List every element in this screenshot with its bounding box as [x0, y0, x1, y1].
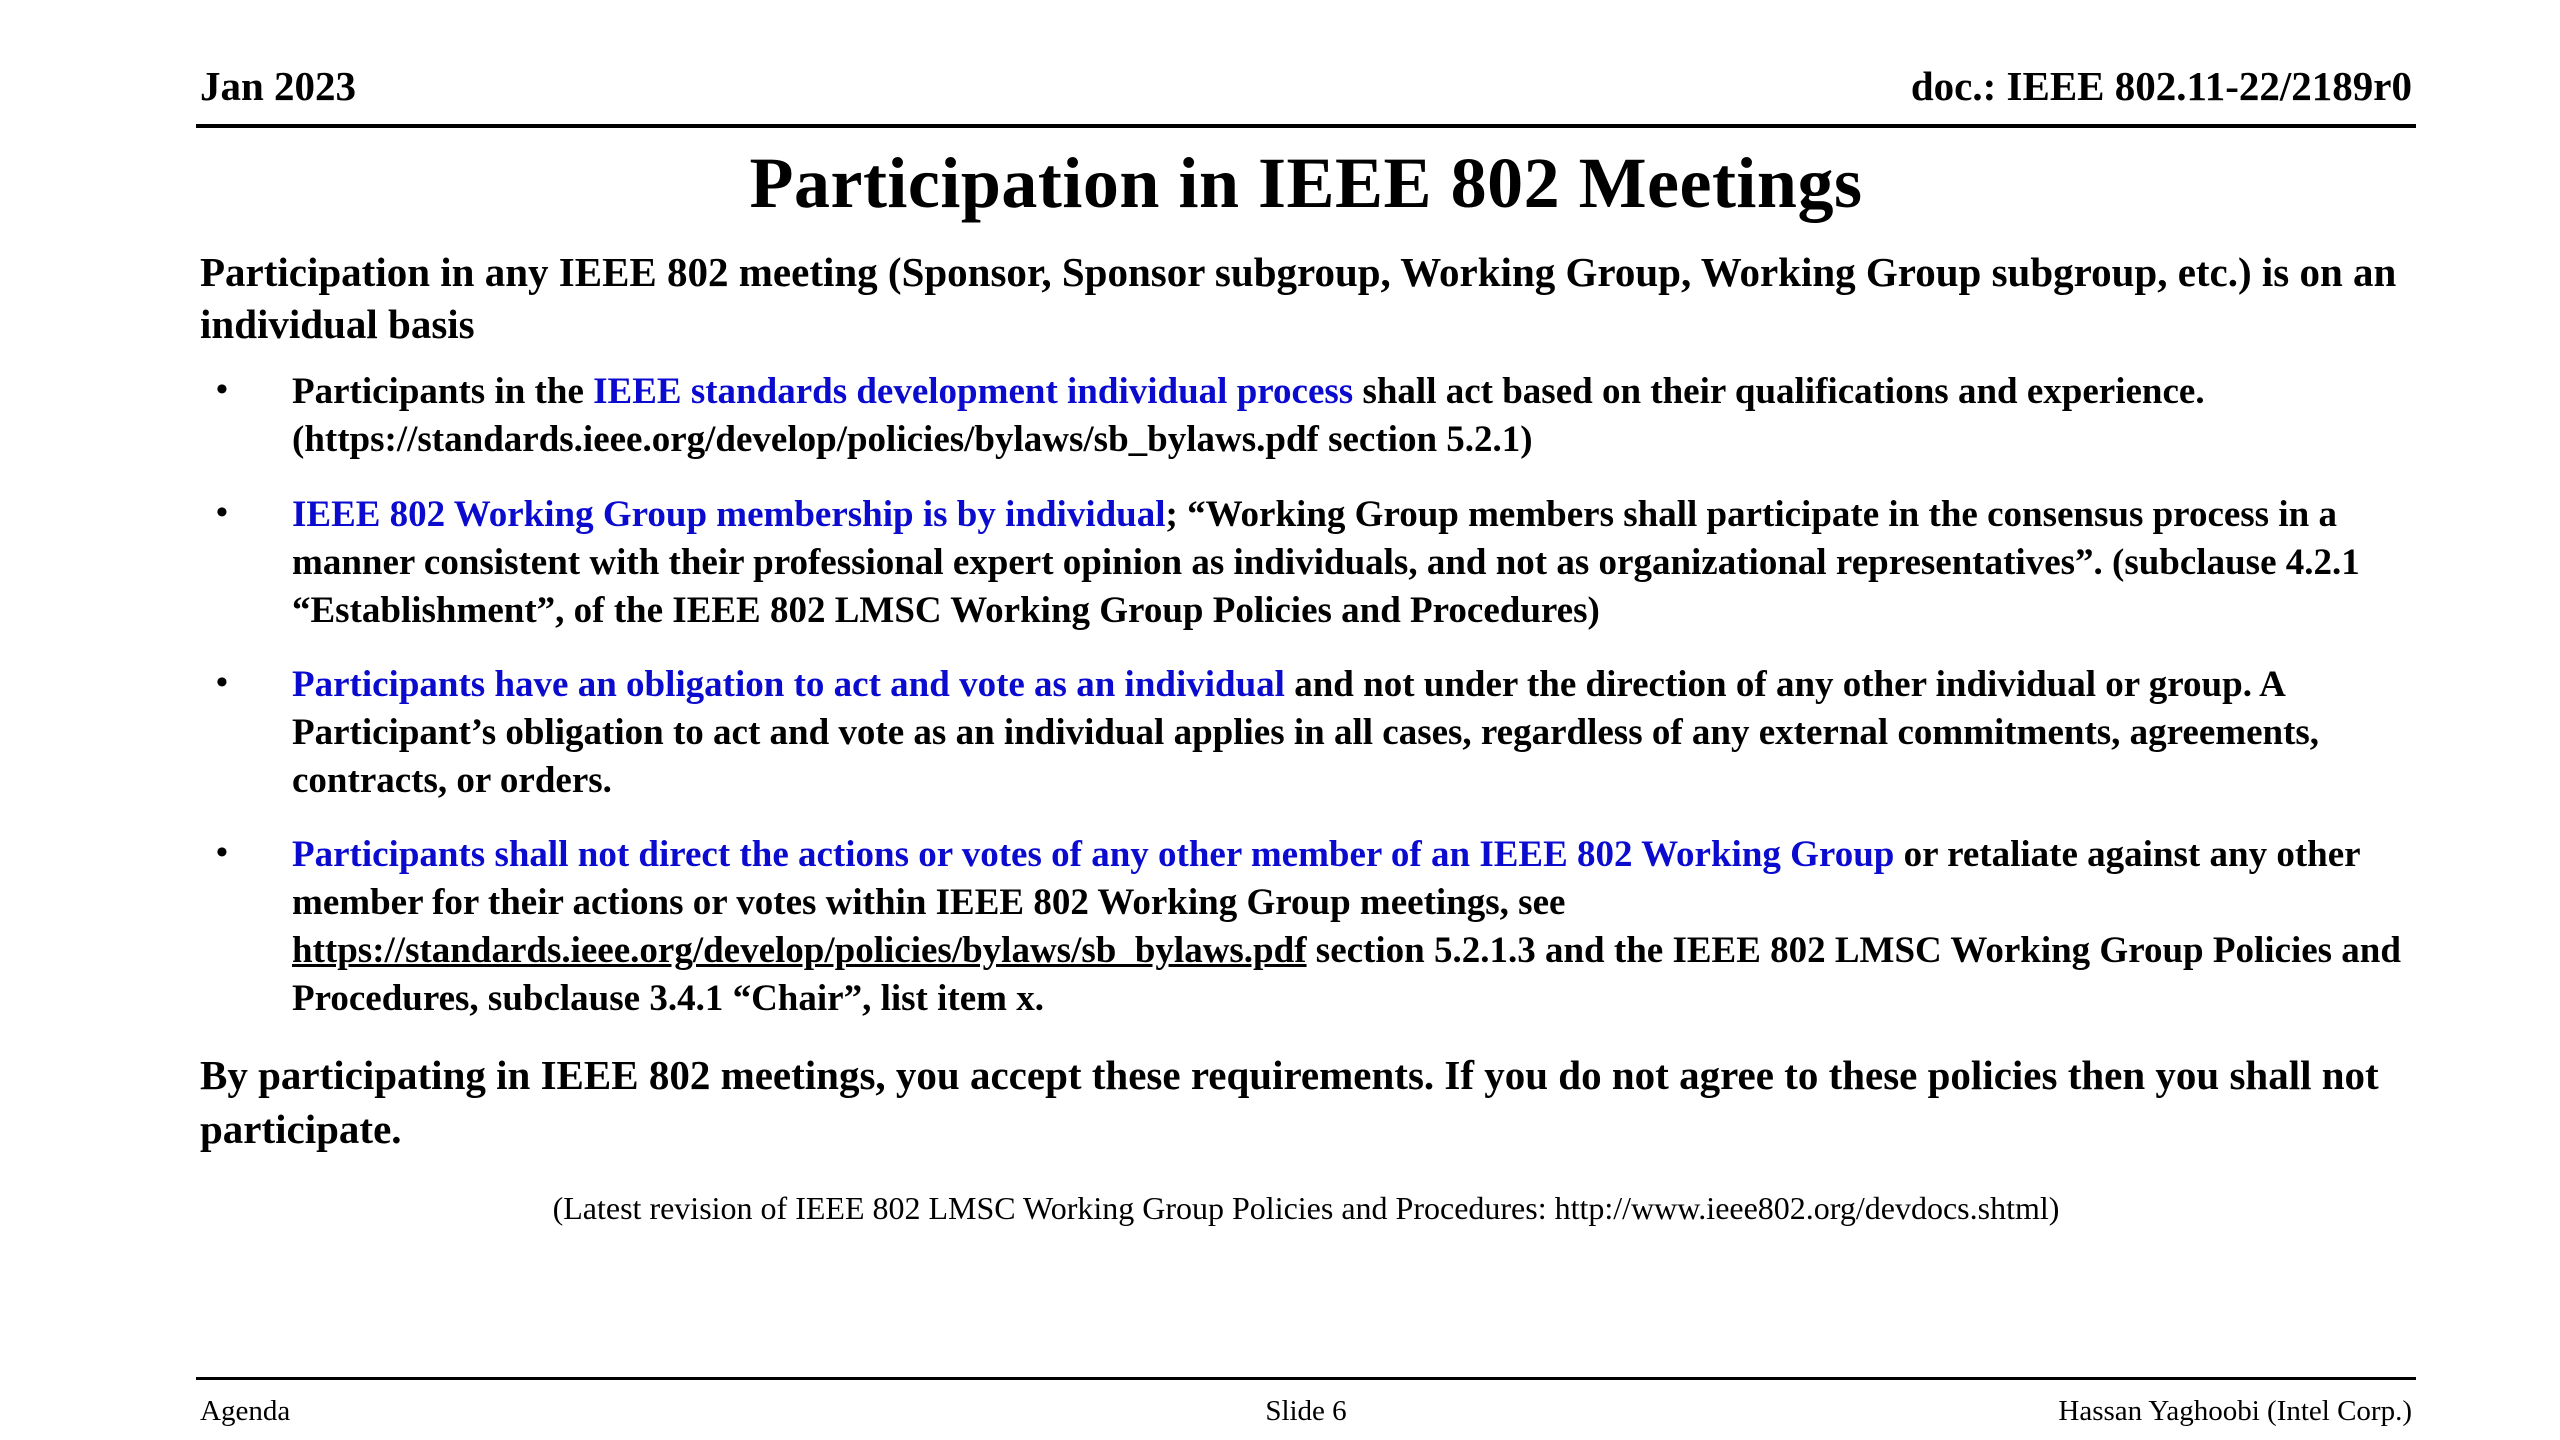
bullet-item	[200, 491, 2412, 635]
bullet-marker: •	[216, 834, 228, 872]
intro-text: Participation in any IEEE 802 meeting (Sponsor, Sponsor subgroup, Working Group, Working Group subgroup, etc.) is on an individual basis	[200, 249, 2397, 347]
footer-agenda-label: Agenda	[200, 1395, 291, 1427]
bullet-text-post: ; “Working Group members shall participate in the consensus process in a manner consistent with their professional expert opinion as individuals, and not as organizational representatives”. (subclause 4.2.1 “Establishment”, of the IEEE 802 LMSC Working Group Policies and Procedures)	[292, 493, 2360, 631]
bullet-text-post: shall act based on their qualifications and experience. (https://standards.ieee.org/develop/policies/bylaws/sb_bylaws.pdf section 5.2.1)	[292, 371, 2205, 461]
bullet-highlight: Participants shall not direct the actions or votes of any other member of an IEEE 802 Working Group	[292, 834, 1895, 876]
header-date: Jan 2023	[200, 63, 357, 109]
bullet-item	[200, 368, 2412, 464]
bullet-item	[200, 831, 2412, 1023]
slide-title: Participation in IEEE 802 Meetings	[749, 143, 1863, 223]
bullet-highlight: IEEE standards development individual process	[593, 371, 1354, 413]
slide-number: Slide 6	[1265, 1395, 1347, 1427]
bullet-highlight: IEEE 802 Working Group membership is by individual	[292, 493, 1166, 535]
bullet-text-pre: Participants in the	[292, 371, 594, 413]
bullet-marker: •	[216, 493, 228, 531]
bullet-text-mid: or retaliate against any other member for their actions or votes within IEEE 802 Working Group meetings, see	[292, 834, 2360, 924]
slide-header	[200, 62, 2412, 110]
bullet-highlight: Participants have an obligation to act and vote as an individual	[292, 663, 1285, 705]
bullet-list	[200, 368, 2412, 1023]
footer-author: Hassan Yaghoobi (Intel Corp.)	[2058, 1395, 2412, 1427]
bullet-text-post: section 5.2.1.3 and the IEEE 802 LMSC Working Group Policies and Procedures, subclause 3.4.1 “Chair”, list item x.	[292, 930, 2401, 1020]
bullet-marker: •	[216, 371, 228, 409]
revision-note: (Latest revision of IEEE 802 LMSC Working Group Policies and Procedures: http://www.ieee802.org/devdocs.shtml)	[552, 1190, 2060, 1227]
bullet-url-link[interactable]: https://standards.ieee.org/develop/policies/bylaws/sb_bylaws.pdf	[292, 930, 1307, 972]
bullet-text-post: and not under the direction of any other individual or group. A Participant’s obligation to act and vote as an individual applies in all cases, regardless of any external commitments, agreements, contracts, or orders.	[292, 663, 2320, 801]
footer-divider	[196, 1377, 2416, 1380]
header-divider	[196, 124, 2416, 128]
header-doc-number: doc.: IEEE 802.11-22/2189r0	[1910, 63, 2412, 109]
bullet-item	[200, 661, 2412, 805]
slide-content	[200, 142, 2412, 1227]
bullet-marker: •	[216, 663, 228, 701]
closing-text: By participating in IEEE 802 meetings, you accept these requirements. If you do not agree to these policies then you shall not participate.	[200, 1052, 2379, 1152]
